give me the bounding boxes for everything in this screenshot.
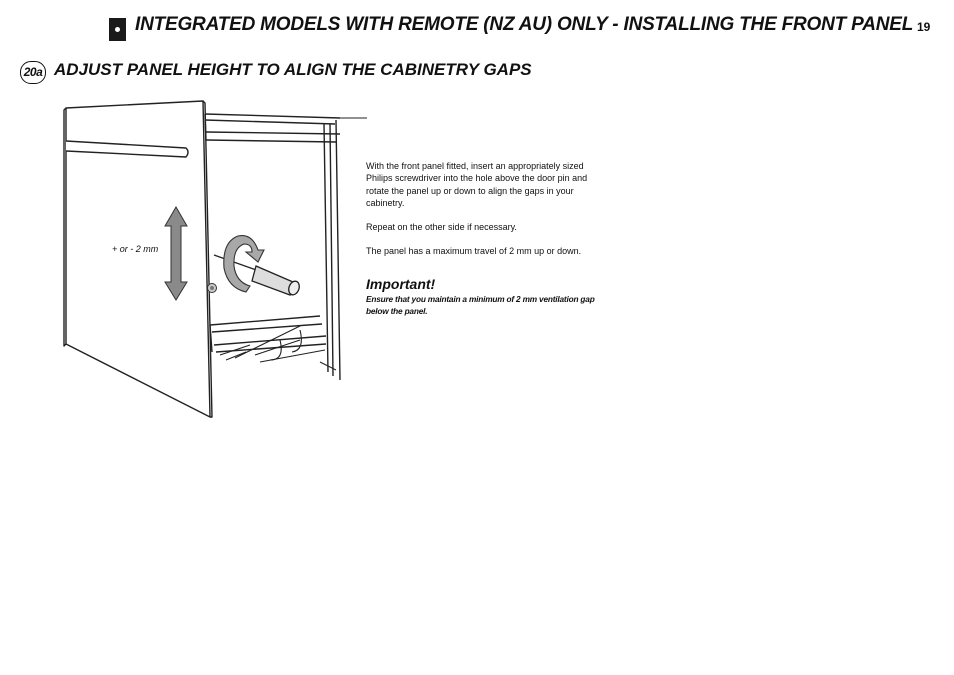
instruction-paragraph-2: Repeat on the other side if necessary. bbox=[366, 222, 517, 233]
instruction-paragraph-3: The panel has a maximum travel of 2 mm up or down. bbox=[366, 246, 582, 257]
header-bullet-icon bbox=[109, 18, 126, 41]
instruction-paragraph-1: With the front panel fitted, insert an appropriately sized Philips screwdriver into the hole above the door pin and rotate the panel up or down to align the gaps in your cabinetry. bbox=[366, 161, 588, 208]
instructions-text bbox=[366, 160, 606, 270]
important-text: Ensure that you maintain a minimum of 2 mm ventilation gap below the panel. bbox=[366, 294, 595, 316]
step-number-badge: 20a bbox=[20, 61, 46, 84]
step-title: ADJUST PANEL HEIGHT TO ALIGN THE CABINETRY GAPS bbox=[54, 60, 532, 79]
page-number: 19 bbox=[917, 20, 931, 34]
travel-label: + or - 2 mm bbox=[112, 244, 159, 254]
page-title: INTEGRATED MODELS WITH REMOTE (NZ AU) ONLY - INSTALLING THE FRONT PANEL bbox=[135, 14, 914, 35]
important-heading: Important! bbox=[366, 276, 436, 292]
dishwasher-panel-illustration bbox=[60, 95, 370, 425]
